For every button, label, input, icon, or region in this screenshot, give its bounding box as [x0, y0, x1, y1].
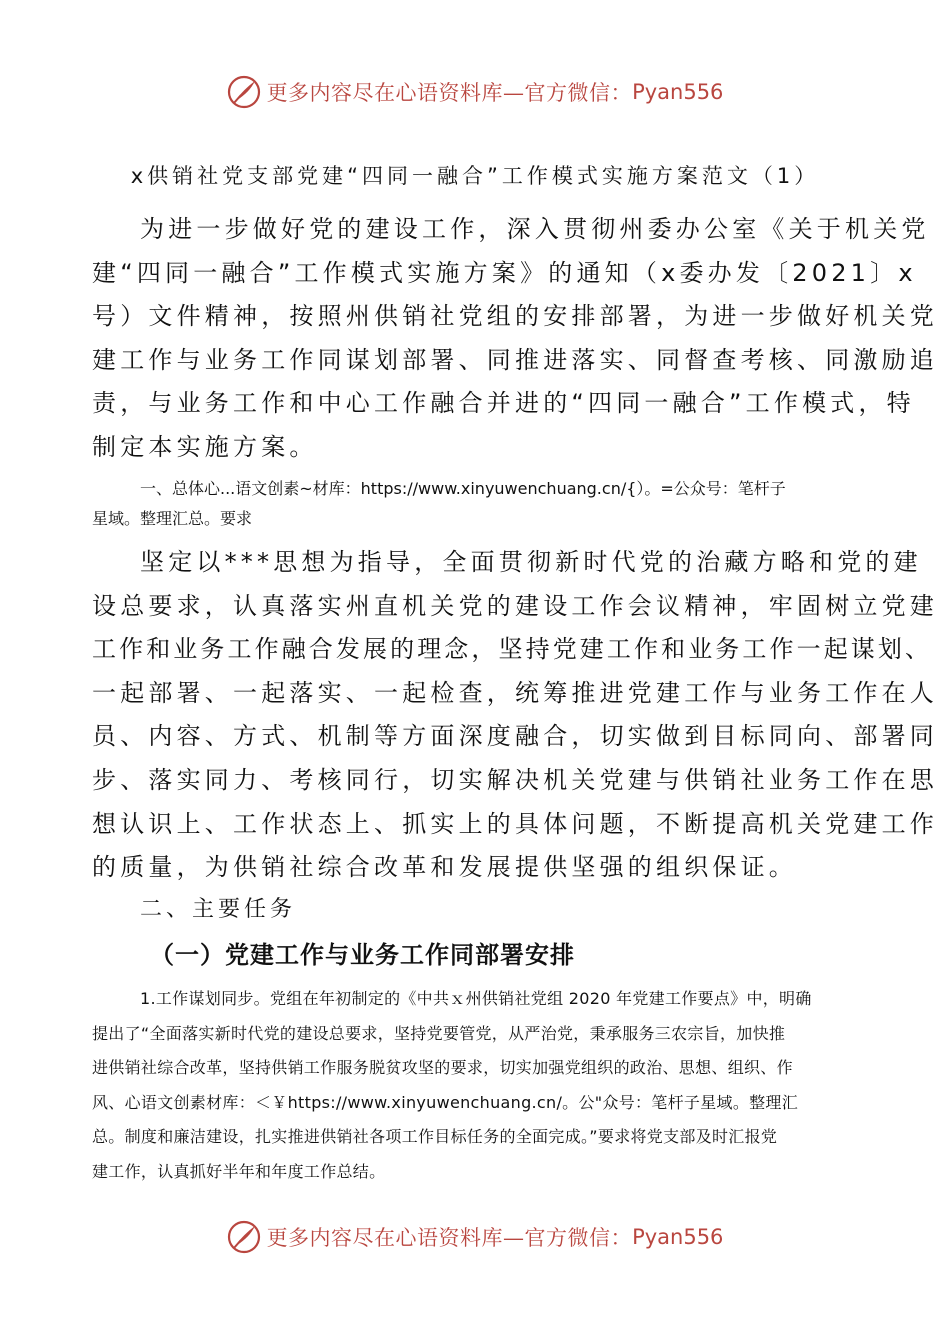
paragraph-line: 步、落实同力、考核同行，切实解决机关党建与供销社业务工作在思	[92, 765, 938, 794]
paragraph-line: 提出了“全面落实新时代党的建设总要求，坚持党要管党，从严治党，秉承服务三农宗旨，加快推	[92, 1023, 786, 1043]
guideline-paragraph	[92, 541, 938, 890]
paragraph-line: 一起部署、一起落实、一起检查，统筹推进党建工作与业务工作在人	[92, 678, 938, 707]
paragraph-line: 坚定以***思想为指导，全面贯彻新时代党的治藏方略和党的建	[140, 548, 922, 576]
header-banner-text: 更多内容尽在心语资料库—官方微信：	[266, 81, 633, 105]
footer-banner[interactable]	[0, 1217, 950, 1257]
document-title: x供销社党支部党建“四同一融合”工作模式实施方案范文（1）	[130, 164, 820, 188]
paragraph-line: 为进一步做好党的建设工作，深入贯彻州委办公室《关于机关党	[140, 215, 930, 243]
paragraph-line: 总。制度和廉洁建设，扎实推进供销社各项工作目标任务的全面完成。”要求将党支部及时汇报党	[92, 1127, 778, 1146]
paragraph-line: 1.工作谋划同步。党组在年初制定的《中共ｘ州供销社党组 2020 年党建工作要点》中，明确	[140, 989, 812, 1008]
subheading-1: （一）党建工作与业务工作同部署安排	[150, 941, 575, 969]
footer-wechat-id: Pyan556	[632, 1225, 724, 1249]
paragraph-line: 想认识上、工作状态上、抓实上的具体问题，不断提高机关党建工作	[92, 809, 938, 838]
paragraph-line: 工作和业务工作融合发展的理念，坚持党建工作和业务工作一起谋划、	[92, 635, 933, 664]
paragraph-line: 进供销社综合改革，坚持供销工作服务脱贫攻坚的要求，切实加强党组织的政治、思想、组织、作	[92, 1058, 793, 1077]
footer-banner-text: 更多内容尽在心语资料库—官方微信：	[266, 1226, 633, 1250]
section-1-heading	[92, 474, 862, 534]
paragraph-line: 风、心语文创素材库：＜￥https://www.xinyuwenchuang.cn/。公"众号：笔杆子星域。整理汇	[92, 1092, 799, 1112]
quill-logo-icon	[227, 75, 261, 109]
header-banner[interactable]	[0, 72, 950, 112]
item-1-paragraph	[92, 982, 862, 1189]
intro-paragraph	[92, 208, 938, 470]
paragraph-line: 责，与业务工作和中心工作融合并进的“四同一融合”工作模式，特	[92, 389, 915, 418]
paragraph-line: 制定本实施方案。	[92, 432, 318, 461]
paragraph-line: 建工作与业务工作同谋划部署、同推进落实、同督查考核、同激励追	[92, 345, 938, 374]
quill-logo-icon	[227, 1220, 261, 1254]
paragraph-line: 星域。整理汇总。要求	[92, 509, 253, 528]
header-wechat-id: Pyan556	[632, 80, 724, 104]
paragraph-line: 员、内容、方式、机制等方面深度融合，切实做到目标同向、部署同	[92, 722, 938, 751]
paragraph-line: 建工作，认真抓好半年和年度工作总结。	[92, 1161, 386, 1181]
paragraph-line: 建“四同一融合”工作模式实施方案》的通知（x委办发〔2021〕x	[92, 258, 917, 287]
section-2-heading: 二、主要任务	[140, 897, 297, 922]
paragraph-line: 的质量，为供销社综合改革和发展提供坚强的组织保证。	[92, 853, 797, 882]
paragraph-line: 设总要求，认真落实州直机关党的建设工作会议精神，牢固树立党建	[92, 591, 938, 620]
paragraph-line: 号）文件精神，按照州供销社党组的安排部署，为进一步做好机关党	[92, 302, 938, 331]
paragraph-line: 一、总体心...语文创素~材库：https://www.xinyuwenchuang.cn/{）。=公众号：笔杆子	[140, 479, 786, 498]
